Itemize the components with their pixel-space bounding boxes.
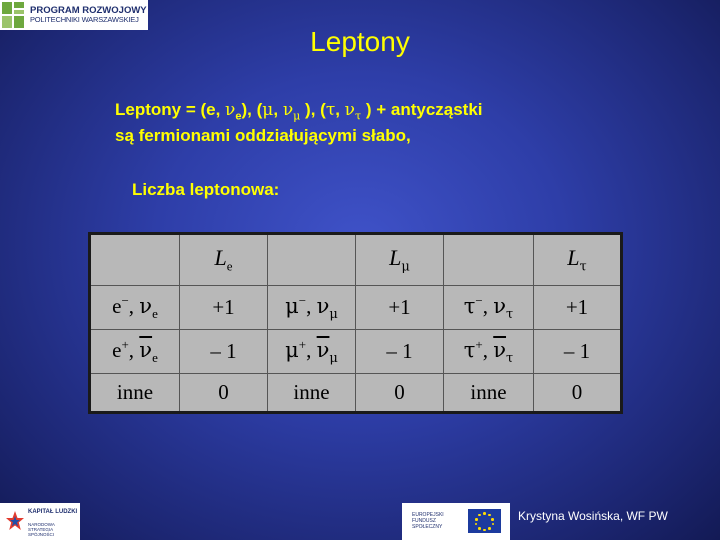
table-row bbox=[90, 373, 622, 412]
value-cell: 0 bbox=[534, 373, 622, 412]
particle-cell: inne bbox=[444, 373, 534, 412]
value-cell: +1 bbox=[534, 286, 622, 330]
kapital-ludzki-logo bbox=[0, 503, 80, 540]
eu-fund-logo bbox=[402, 503, 510, 540]
value-cell: +1 bbox=[356, 286, 444, 330]
header-empty bbox=[444, 234, 534, 286]
header-Ltau: $L_\tau$ bbox=[534, 234, 622, 286]
value-cell: +1 bbox=[180, 286, 268, 330]
header-empty bbox=[90, 234, 180, 286]
particle-cell: inne bbox=[90, 373, 180, 412]
value-cell: 0 bbox=[356, 373, 444, 412]
header-empty bbox=[268, 234, 356, 286]
particle-cell: μ−, $\nu_\mu$ bbox=[268, 286, 356, 330]
value-cell: – 1 bbox=[534, 329, 622, 373]
pw-logo-icon bbox=[2, 2, 26, 28]
lepton-number-label: Liczba leptonowa: bbox=[132, 180, 280, 199]
value-cell: 0 bbox=[180, 373, 268, 412]
table-row bbox=[90, 286, 622, 330]
value-cell: – 1 bbox=[356, 329, 444, 373]
logo-line2: POLITECHNIKI WARSZAWSKIEJ bbox=[30, 15, 139, 25]
table-header-row bbox=[90, 234, 622, 286]
eu-fund-text: EUROPEJSKI FUNDUSZ SPOŁECZNY bbox=[412, 512, 444, 530]
kapital-ludzki-subtext: NARODOWA STRATEGIA SPÓJNOŚCI bbox=[28, 522, 55, 537]
particle-cell: μ+, $\overline{\nu}_\mu$ bbox=[268, 329, 356, 373]
particle-cell: τ+, $\overline{\nu}_\tau$ bbox=[444, 329, 534, 373]
particle-cell: inne bbox=[268, 373, 356, 412]
particle-cell: e−, $\nu_e$ bbox=[90, 286, 180, 330]
kapital-ludzki-text: KAPITAŁ LUDZKI bbox=[28, 509, 78, 515]
logo-line1: PROGRAM ROZWOJOWY bbox=[30, 5, 147, 17]
lepton-number-table bbox=[88, 232, 623, 414]
particle-cell: τ−, $\nu_\tau$ bbox=[444, 286, 534, 330]
header-Lmu: $L_\mu$ bbox=[356, 234, 444, 286]
definition-line2: są fermionami oddziałującymi słabo, bbox=[115, 126, 411, 145]
table-row bbox=[90, 329, 622, 373]
slide-title: Leptony bbox=[310, 26, 410, 57]
eu-flag-icon bbox=[468, 509, 501, 533]
value-cell: – 1 bbox=[180, 329, 268, 373]
header-Le: $L_e$ bbox=[180, 234, 268, 286]
definition-line: Leptony = (e, $\nu_e$), (μ, $\nu_\mu$ ), (τ, $\nu_\tau$ ) + antycząstki bbox=[115, 100, 483, 123]
star-icon bbox=[5, 509, 25, 533]
author-credit: Krystyna Wosińska, WF PW bbox=[518, 509, 668, 523]
particle-cell: e+, $\overline{\nu}_e$ bbox=[90, 329, 180, 373]
